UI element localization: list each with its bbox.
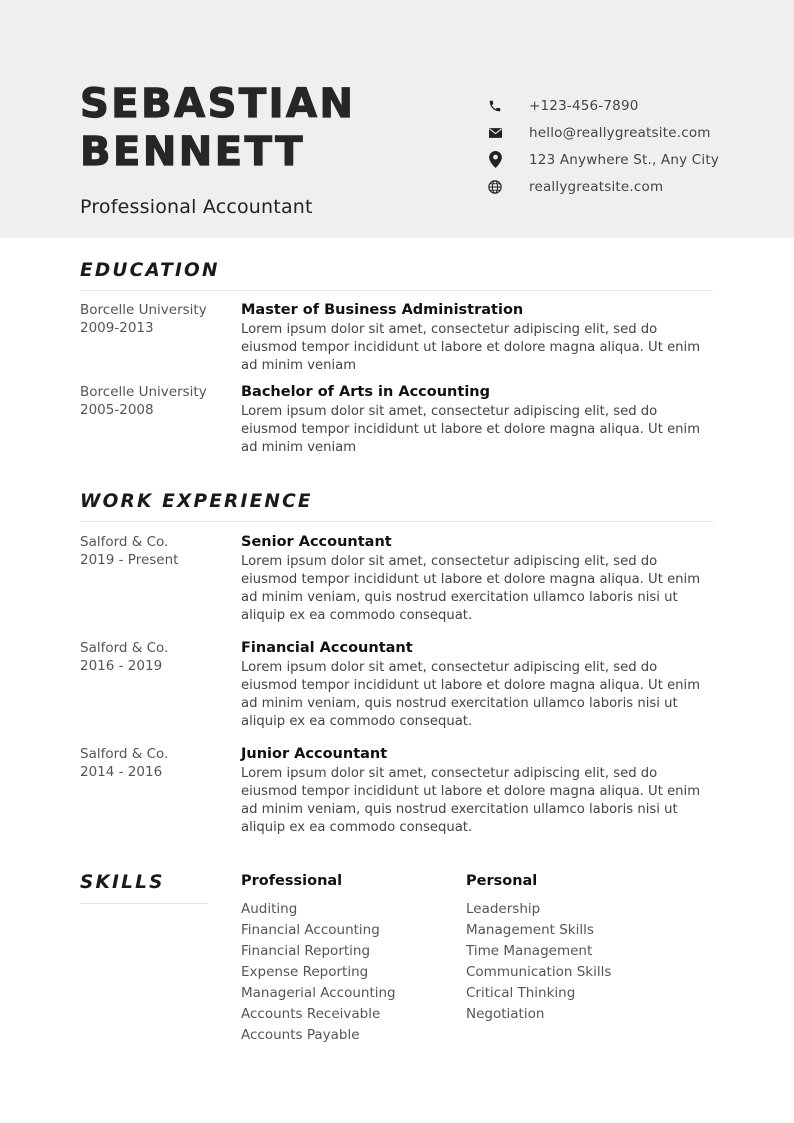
position-description: Lorem ipsum dolor sit amet, consectetur adipiscing elit, sed do eiusmod tempor incididunt ut labore et dolore magna aliqua. Ut enim ad minim veniam, quis nostrud exercitation ullamco laboris nisi ut aliquip ex ea commodo consequat.: [241, 554, 701, 623]
degree-title: Master of Business Administration: [241, 302, 524, 318]
skills-divider: [80, 903, 208, 904]
work-divider: [80, 521, 713, 522]
work-years: 2014 - 2016: [80, 764, 163, 780]
work-meta: [80, 639, 230, 675]
phone-text: +123-456-7890: [529, 97, 639, 114]
institution-name: Borcelle University: [80, 302, 207, 318]
personal-skills-heading: Personal: [466, 873, 538, 889]
position-title: Junior Accountant: [241, 746, 388, 762]
skill-item: Auditing: [241, 901, 298, 917]
position-description: Lorem ipsum dolor sit amet, consectetur adipiscing elit, sed do eiusmod tempor incididunt ut labore et dolore magna aliqua. Ut enim ad minim veniam, quis nostrud exercitation ullamco laboris nisi ut aliquip ex ea commodo consequat.: [241, 766, 701, 835]
location-icon: [484, 149, 506, 171]
degree-description: Lorem ipsum dolor sit amet, consectetur adipiscing elit, sed do eiusmod tempor incididunt ut labore et dolore magna aliqua. Ut enim ad minim veniam: [241, 404, 701, 455]
work-meta: [80, 533, 230, 569]
education-divider: [80, 290, 713, 291]
contact-phone: [484, 92, 719, 119]
skill-item: Expense Reporting: [241, 964, 369, 980]
contact-address: [484, 146, 719, 173]
job-title: Professional Accountant: [80, 196, 313, 218]
skills-heading: SKILLS: [80, 872, 165, 893]
education-details: [241, 301, 711, 375]
website-text[interactable]: reallygreatsite.com: [529, 178, 664, 195]
work-years: 2016 - 2019: [80, 658, 163, 674]
education-heading: EDUCATION: [80, 260, 220, 281]
email-icon: [484, 122, 506, 144]
work-details: [241, 533, 711, 625]
phone-icon: [484, 95, 506, 117]
degree-title: Bachelor of Arts in Accounting: [241, 384, 490, 400]
name-last: BENNETT: [80, 129, 306, 175]
candidate-name: [80, 80, 356, 176]
skill-item: Financial Reporting: [241, 943, 371, 959]
education-years: 2009-2013: [80, 320, 154, 336]
company-name: Salford & Co.: [80, 534, 169, 550]
position-title: Senior Accountant: [241, 534, 392, 550]
company-name: Salford & Co.: [80, 746, 169, 762]
skill-item: Leadership: [466, 901, 541, 917]
email-text[interactable]: hello@reallygreatsite.com: [529, 124, 711, 141]
position-title: Financial Accountant: [241, 640, 413, 656]
work-details: [241, 745, 711, 837]
contact-website: [484, 173, 719, 200]
skill-item: Critical Thinking: [466, 985, 576, 1001]
education-meta: [80, 383, 230, 419]
work-years: 2019 - Present: [80, 552, 179, 568]
education-years: 2005-2008: [80, 402, 154, 418]
education-details: [241, 383, 711, 457]
personal-skills: [466, 872, 611, 1025]
education-meta: [80, 301, 230, 337]
contact-list: [484, 92, 719, 200]
company-name: Salford & Co.: [80, 640, 169, 656]
name-first: SEBASTIAN: [80, 81, 356, 127]
address-text: 123 Anywhere St., Any City: [529, 151, 720, 168]
skill-item: Time Management: [466, 943, 593, 959]
resume-header: [0, 0, 794, 238]
skill-item: Communication Skills: [466, 964, 612, 980]
work-details: [241, 639, 711, 731]
skill-item: Managerial Accounting: [241, 985, 396, 1001]
professional-skills-heading: Professional: [241, 873, 343, 889]
skill-item: Financial Accounting: [241, 922, 380, 938]
skill-item: Management Skills: [466, 922, 594, 938]
contact-email: [484, 119, 719, 146]
institution-name: Borcelle University: [80, 384, 207, 400]
globe-icon: [484, 176, 506, 198]
skill-item: Accounts Payable: [241, 1027, 360, 1043]
skill-item: Negotiation: [466, 1006, 545, 1022]
degree-description: Lorem ipsum dolor sit amet, consectetur adipiscing elit, sed do eiusmod tempor incididunt ut labore et dolore magna aliqua. Ut enim ad minim veniam: [241, 322, 701, 373]
work-experience-heading: WORK EXPERIENCE: [80, 491, 313, 512]
skill-item: Accounts Receivable: [241, 1006, 381, 1022]
professional-skills: [241, 872, 396, 1046]
work-meta: [80, 745, 230, 781]
position-description: Lorem ipsum dolor sit amet, consectetur adipiscing elit, sed do eiusmod tempor incididunt ut labore et dolore magna aliqua. Ut enim ad minim veniam, quis nostrud exercitation ullamco laboris nisi ut aliquip ex ea commodo consequat.: [241, 660, 701, 729]
